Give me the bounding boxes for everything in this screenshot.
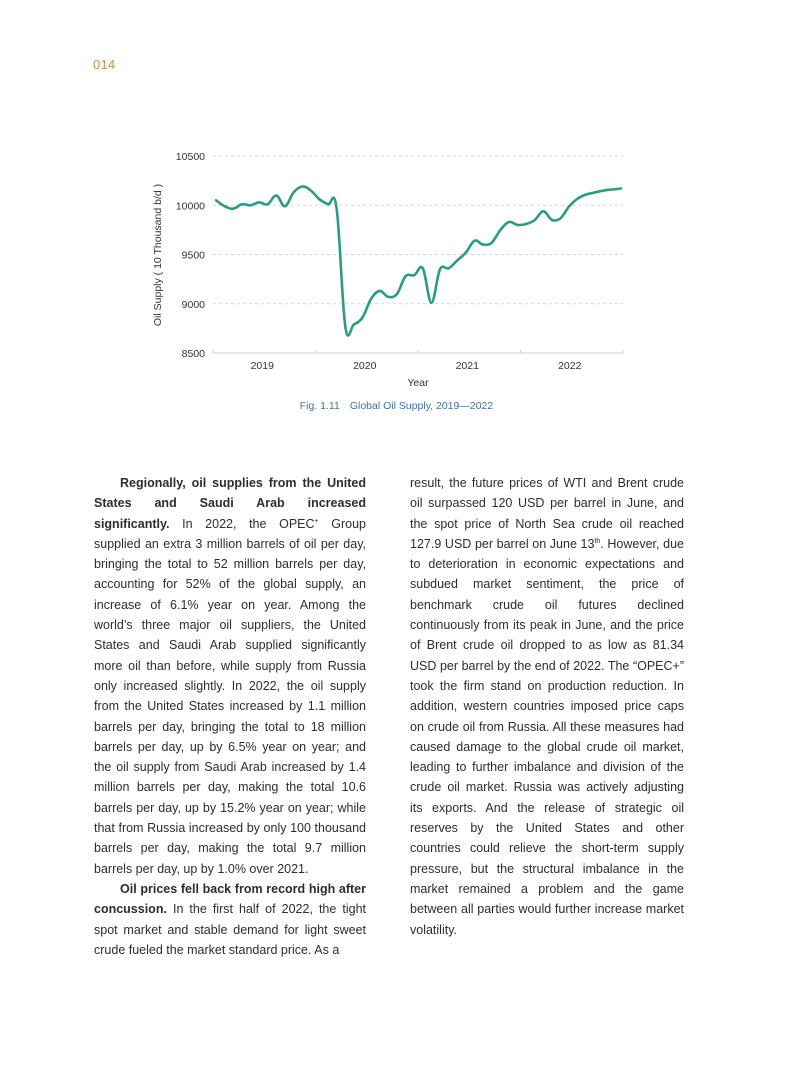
page-number: 014 [93,57,116,72]
superscript: th [594,537,601,545]
x-axis [213,350,623,372]
figure-caption [0,400,793,412]
paragraph-oil-prices [94,879,366,960]
chart-canvas [0,0,793,430]
x-tick-label: 2022 [558,360,582,372]
y-tick-label: 10000 [175,200,205,213]
left-column [94,473,366,960]
paragraph-text: In 2022, the OPEC [169,516,315,531]
y-tick-label: 10500 [175,151,205,163]
paragraph-text: result, the future prices of WTI and Brent crude oil surpassed 120 USD per barrel in June, and the spot price of North Sea crude oil reached 127.9 USD per barrel on June 13 [410,476,684,551]
line-chart [0,0,793,430]
figure-title: Global Oil Supply, 2019—2022 [349,400,494,412]
oil-supply-line [216,186,621,335]
gridlines [213,156,623,304]
paragraph-text: In the first half of 2022, the tight spot market and stable demand for light sweet crude fueled the market standard price. As a [94,902,366,957]
y-tick-label: 8500 [181,348,205,360]
x-axis-title: Year [407,377,429,389]
paragraph-regional-supply [94,473,366,879]
x-tick-label: 2021 [455,360,479,372]
x-tick-label: 2020 [353,360,377,372]
y-axis-title: Oil Supply ( 10 Thousand b/d ) [152,183,164,327]
paragraph-continued [410,473,684,940]
x-tick-label: 2019 [250,360,274,372]
superscript: + [314,517,319,525]
y-tick-label: 9000 [181,298,205,311]
right-column [410,473,684,940]
figure-label: Fig. 1.11 [299,400,340,412]
y-tick-label: 9500 [181,249,205,262]
paragraph-text: Group supplied an extra 3 million barrels of oil per day, bringing the total to 52 million barrels per day, accounting for 52% of the global supply, an increase of 6.1% year on year. Among the world’s three major oil suppliers, the United States and Saudi Arab supplied significantly more oil than before, while supply from Russia only increased slightly. In 2022, the oil supply from the United States increased by 1.1 million barrels per day, bringing the total to 18 million barrels per day, up by 6.5% year on year; and the oil supply from Saudi Arab increased by 1.4 million barrels per day, making the total 10.6 barrels per day, up by 15.2% year on year; while that from Russia increased by only 100 thousand barrels per day, making the total 9.7 million barrels per day, up by 1.0% over 2021. [94,516,366,876]
y-axis-ticks [176,151,205,360]
paragraph-lead: Oil prices fell back from record high after concussion. [94,881,366,917]
paragraph-lead: Regionally, oil supplies from the United States and Saudi Arab increased significantly. [94,476,366,531]
paragraph-text: . However, due to deterioration in economic expectations and subdued market sentiment, the price of benchmark crude oil futures declined continuously from its peak in June, and the price of Brent crude oil dropped to as low as 81.34 USD per barrel by the end of 2022. The “OPEC+” took the firm stand on production reduction. In addition, western countries imposed price caps on crude oil from Russia. All these measures had caused damage to the global crude oil market, leading to further imbalance and division of the crude oil market. Russia was actively adjusting its exports. And the release of strategic oil reserves by the United States and other countries could relieve the short-term supply pressure, but the structural imbalance in the market remained a problem and the game between all parties would further increase market volatility. [410,536,684,937]
